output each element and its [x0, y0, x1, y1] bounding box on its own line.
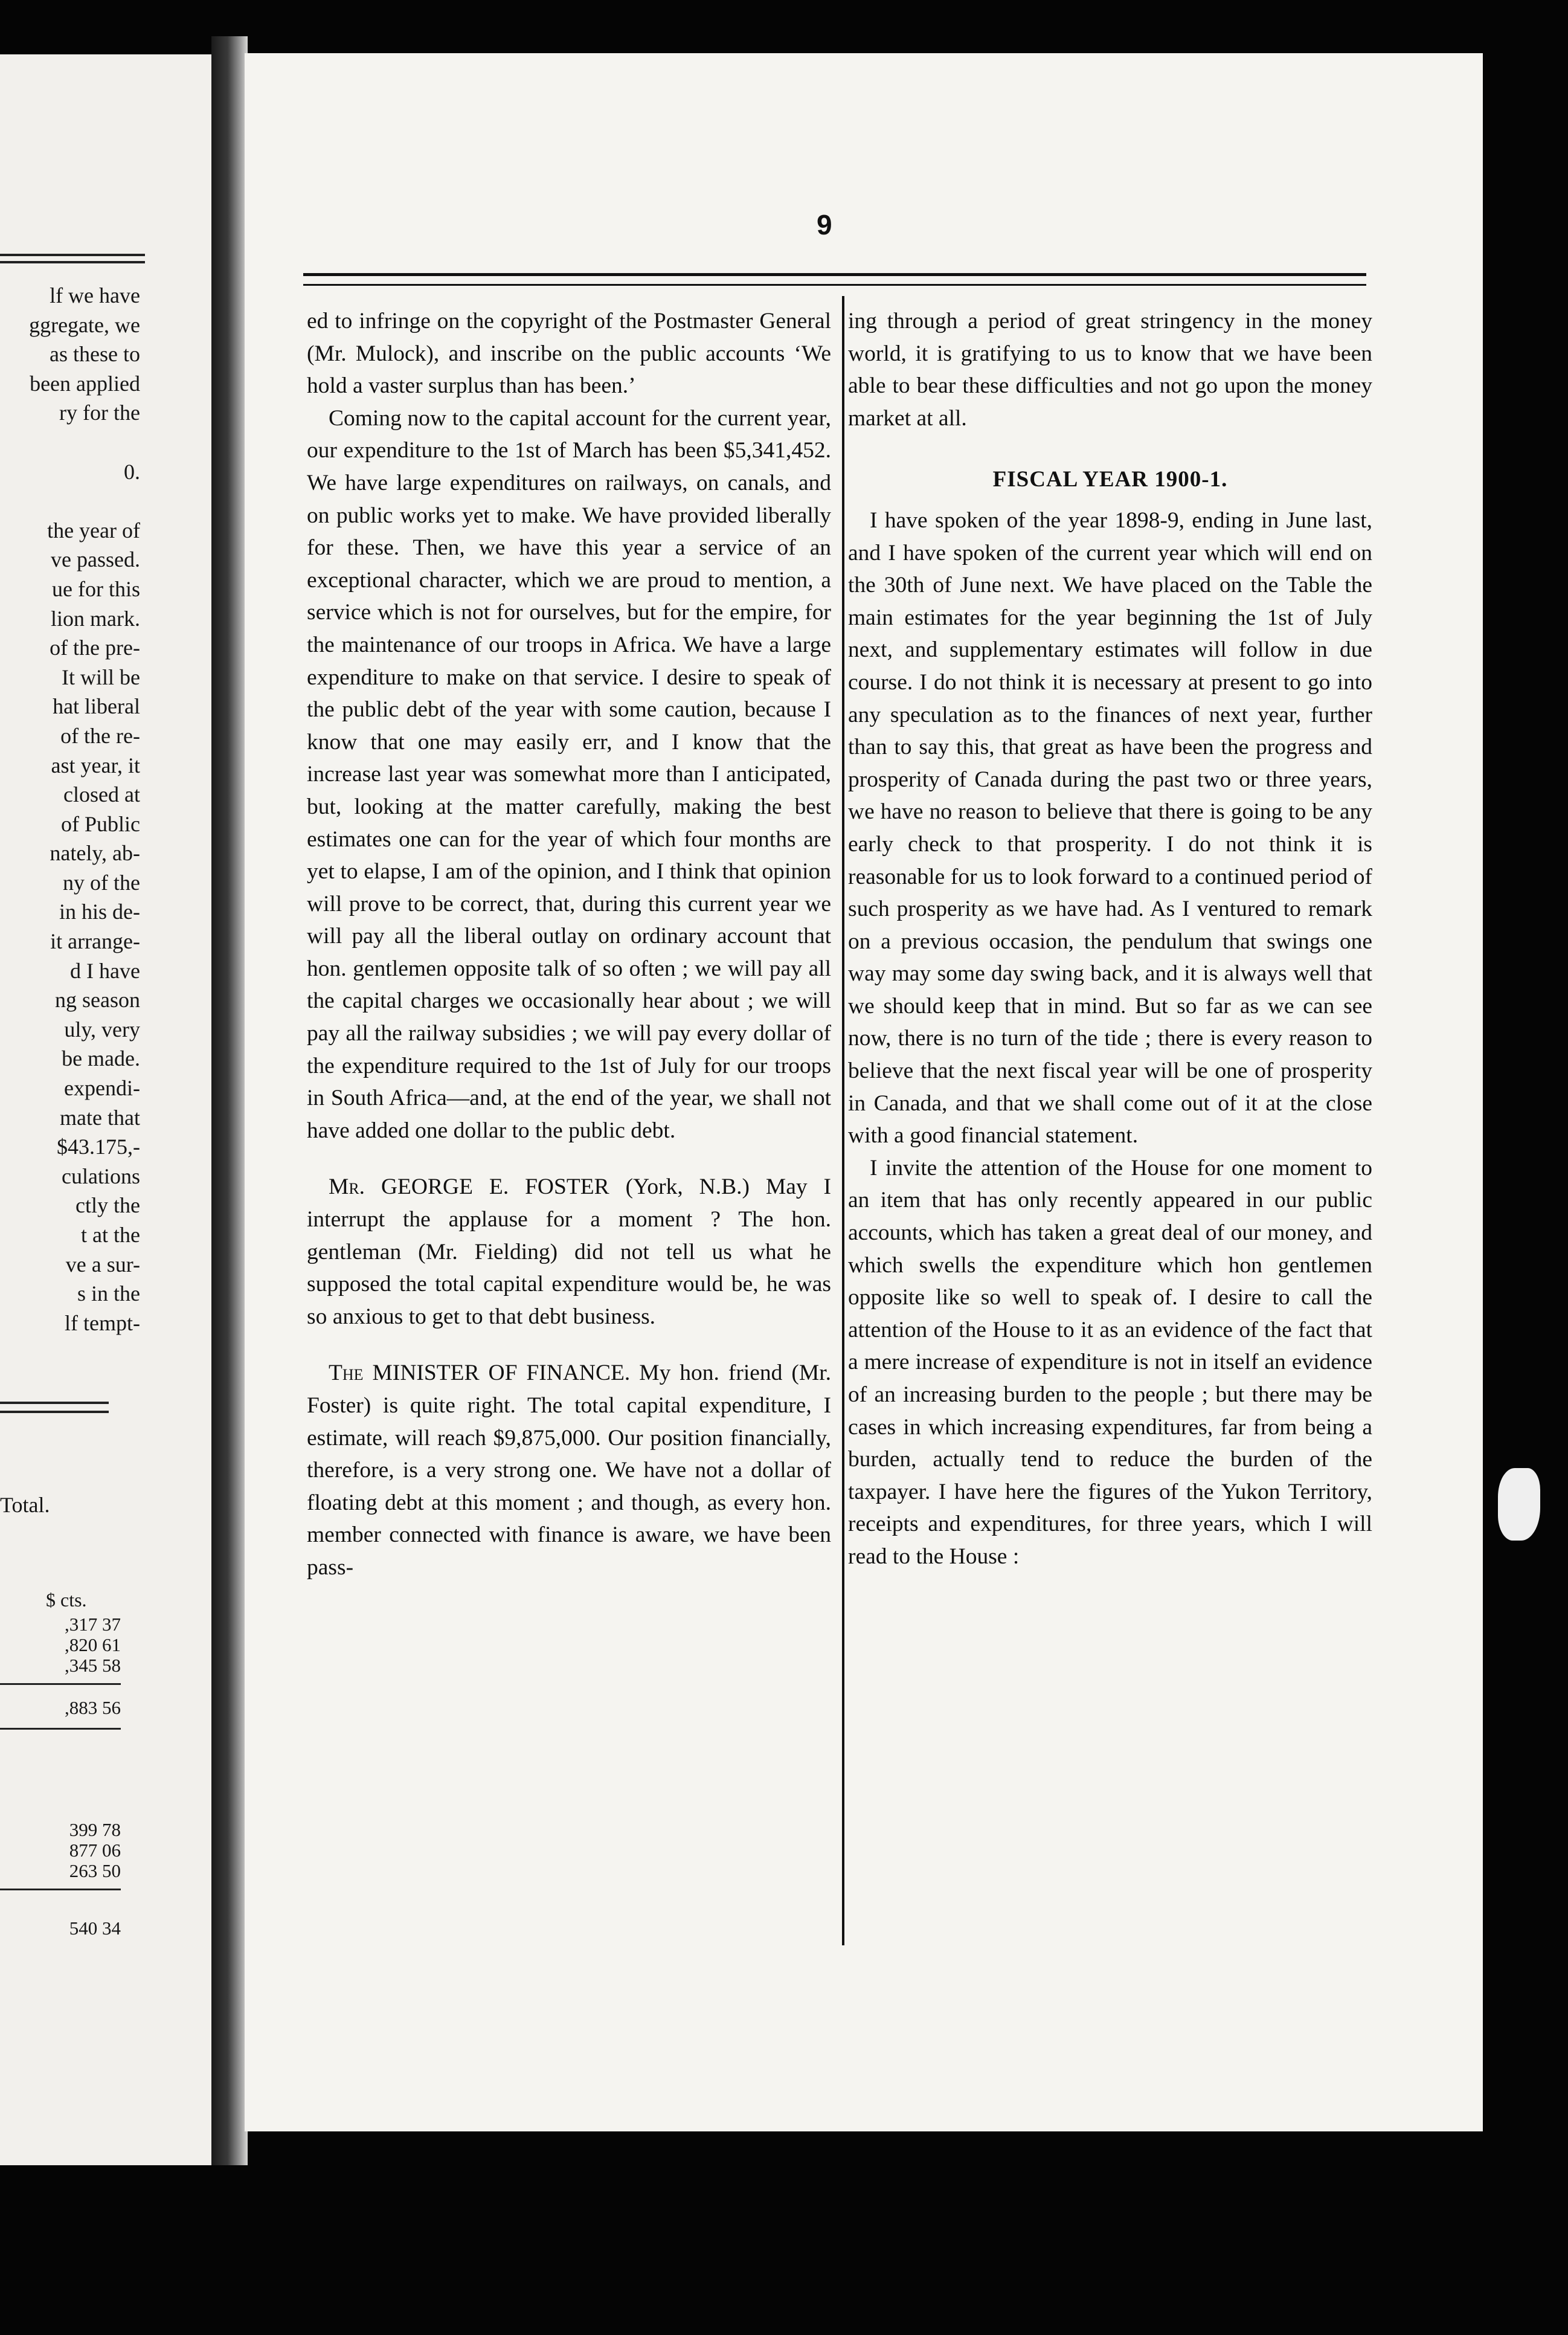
- minister-paragraph: [307, 1357, 831, 1583]
- facing-page-rule: [0, 1728, 121, 1730]
- facing-page-rule: [0, 1402, 109, 1404]
- facing-page-rule: [0, 1411, 109, 1413]
- facing-page-table-sum: ,883 56: [65, 1697, 121, 1718]
- left-column: [307, 305, 831, 1584]
- facing-page-line: of Public: [61, 811, 140, 836]
- facing-page-line: the year of: [47, 518, 140, 543]
- facing-page-line: culations: [62, 1164, 140, 1188]
- facing-page-line: ve a sur-: [65, 1252, 140, 1277]
- facing-page-line: t at the: [81, 1223, 140, 1247]
- paragraph: I have spoken of the year 1898-9, ending in June last, and I have spoken of the current year which will end on the 30th of June next. We have placed on the Table the main estimates for the year beginning the 1st of July next, and supplementary estimates will follow in due course. I do not think it is necessary at present to go into any speculation as to the finances of next year, further than to say this, that great as have been the progress and prosperity of Canada during the past two or three years, we have no reason to believe that there is going to be any early check to that prosperity. I do not think it is reasonable for us to look forward to a continued period of such prosperity as we have had. As I ventured to remark on a previous occasion, the pendulum that swings one way may some day swing back, and it is always well that we should keep that in mind. But so far as we can see now, there is no turn of the tide ; there is every reason to believe that the next fiscal year will be one of prosperity in Canada, and that we shall come out of it at the close with a good financial statement.: [848, 507, 1372, 1148]
- paper-damage-mark: [1498, 1468, 1540, 1541]
- facing-page-line: ry for the: [59, 401, 140, 425]
- facing-page-line: ctly the: [76, 1193, 140, 1218]
- facing-page-table-row: ,820 61: [65, 1634, 121, 1655]
- facing-page-line: 0.: [124, 459, 140, 484]
- facing-page-line: expendi-: [64, 1076, 140, 1101]
- facing-page-rule: [0, 1889, 121, 1890]
- facing-page-line: d I have: [70, 958, 140, 983]
- facing-page-line: uly, very: [64, 1017, 140, 1042]
- facing-page-table-row: 399 78: [69, 1819, 121, 1840]
- facing-page-line: ue for this: [52, 576, 140, 601]
- header-rule: [303, 284, 1366, 286]
- facing-page-line: ve passed.: [51, 547, 140, 572]
- foster-paragraph: [307, 1171, 831, 1333]
- paragraph: I invite the attention of the House for one moment to an item that has only recently appeared in our public accounts, which has taken a great deal of our money, and which swells the expenditure which hon gentlemen opposite like so well to speak of. I desire to call the attention of the House to it as an evidence of the fact that a mere increase of expenditure is not in itself an evidence of an increasing burden to the people ; but there may be cases in which increasing expenditures, far from being a burden, actually tend to reduce the burden of the taxpayer. I have here the figures of the Yukon Territory, receipts and expenditures, for three years, which I will read to the House :: [848, 1155, 1372, 1569]
- section-heading: FISCAL YEAR 1900-1.: [992, 467, 1228, 492]
- facing-page-line: ny of the: [63, 870, 140, 895]
- facing-page-line: lion mark.: [51, 606, 140, 631]
- header-rule: [303, 273, 1366, 276]
- facing-page-line: ast year, it: [51, 753, 140, 778]
- facing-page-line: it arrange-: [50, 929, 140, 954]
- facing-page-rule: [0, 254, 145, 256]
- paragraph: ing through a period of great stringency in the money world, it is gratifying to us to know that we have been able to bear these difficulties and not go upon the money market at all.: [848, 309, 1372, 431]
- facing-page-total-label: Total.: [0, 1493, 50, 1517]
- facing-page-line: ggregate, we: [29, 312, 140, 337]
- right-column: [848, 305, 1372, 1573]
- facing-page-line: mate that: [60, 1105, 140, 1130]
- facing-page-line: hat liberal: [53, 694, 140, 719]
- facing-page-table: [0, 1614, 121, 1676]
- facing-page-table-sum: 540 34: [69, 1918, 121, 1939]
- facing-page-line: It will be: [62, 665, 140, 689]
- facing-page-line: ng season: [55, 988, 140, 1013]
- paragraph: ed to infringe on the copyright of the Postmaster General (Mr. Mulock), and inscribe on the public accounts ‘We hold a vaster surplus than has been.’: [307, 309, 831, 399]
- facing-page-table: [0, 1820, 121, 1881]
- facing-page-line: in his de-: [59, 900, 140, 924]
- column-divider: [842, 296, 844, 1945]
- facing-page-line: lf we have: [50, 283, 140, 308]
- speech-text: My hon. friend (Mr. Foster) is quite right. The total capital expenditure, I estimate, will reach $9,875,000. Our position financially, therefore, is a very strong one. We have not a dollar of floating debt at this moment ; and though, as every hon. member connected with finance is aware, we have been pass-: [307, 1361, 831, 1580]
- facing-page-table-row: ,345 58: [65, 1655, 121, 1676]
- facing-page-rule: [0, 1683, 121, 1685]
- speaker-name: The MINISTER OF FINANCE.: [329, 1361, 631, 1386]
- facing-page-line: closed at: [63, 782, 140, 807]
- facing-page-text-fragments: [0, 281, 140, 2335]
- facing-page-table-header: $ cts.: [46, 1589, 87, 1611]
- facing-page-rule: [0, 261, 145, 263]
- page-number: 9: [817, 209, 832, 240]
- facing-page-line: be made.: [62, 1046, 140, 1071]
- facing-page-line: $43.175,-: [57, 1135, 140, 1159]
- facing-page-left: [0, 54, 211, 2165]
- facing-page-table-row: 877 06: [69, 1840, 121, 1861]
- facing-page-line: as these to: [50, 342, 140, 367]
- facing-page-line: [0, 428, 140, 457]
- facing-page-table-row: ,317 37: [65, 1614, 121, 1635]
- facing-page-line: of the pre-: [50, 636, 140, 660]
- speaker-name: Mr. GEORGE E. FOSTER: [329, 1174, 609, 1200]
- facing-page-line: nately, ab-: [50, 841, 140, 866]
- facing-page-line: of the re-: [60, 723, 140, 748]
- facing-page-line: [0, 486, 140, 516]
- book-gutter: [211, 36, 248, 2165]
- facing-page-line: been applied: [30, 371, 140, 396]
- facing-page-table-row: 263 50: [69, 1860, 121, 1881]
- facing-page-line: lf tempt-: [65, 1310, 140, 1335]
- facing-page-line: s in the: [77, 1281, 140, 1306]
- speech-text: (York, N.B.) May I interrupt the applause for a moment ? The hon. gentleman (Mr. Fielding) did not tell us what he supposed the total capital expenditure would be, he was so anxious to get to that debt business.: [307, 1174, 831, 1329]
- paragraph: Coming now to the capital account for the current year, our expenditure to the 1st of March has been $5,341,452. We have large expenditures on railways, on canals, and on public works yet to make. We have provided liberally for these. Then, we have this year a service of an exceptional character, which we are proud to mention, a service which is not for ourselves, but for the empire, for the maintenance of our troops in Africa. We have a large expenditure to make on that service. I desire to speak of the public debt of the year with some caution, because I know that one may easily err, and I know that the increase last year was somewhat more than I anticipated, but, looking at the matter carefully, making the best estimates one can for the year of which four months are yet to elapse, I am of the opinion, and I think that opinion will prove to be correct, that, during this current year we will pay all the liberal outlay on ordinary account that hon. gentlemen opposite talk of so often ; we will pay all the capital charges we occasionally hear about ; we will pay all the railway subsidies ; we will pay every dollar of the expenditure required to the 1st of July for our troops in South Africa—and, at the end of the year, we shall not have added one dollar to the public debt.: [307, 405, 831, 1143]
